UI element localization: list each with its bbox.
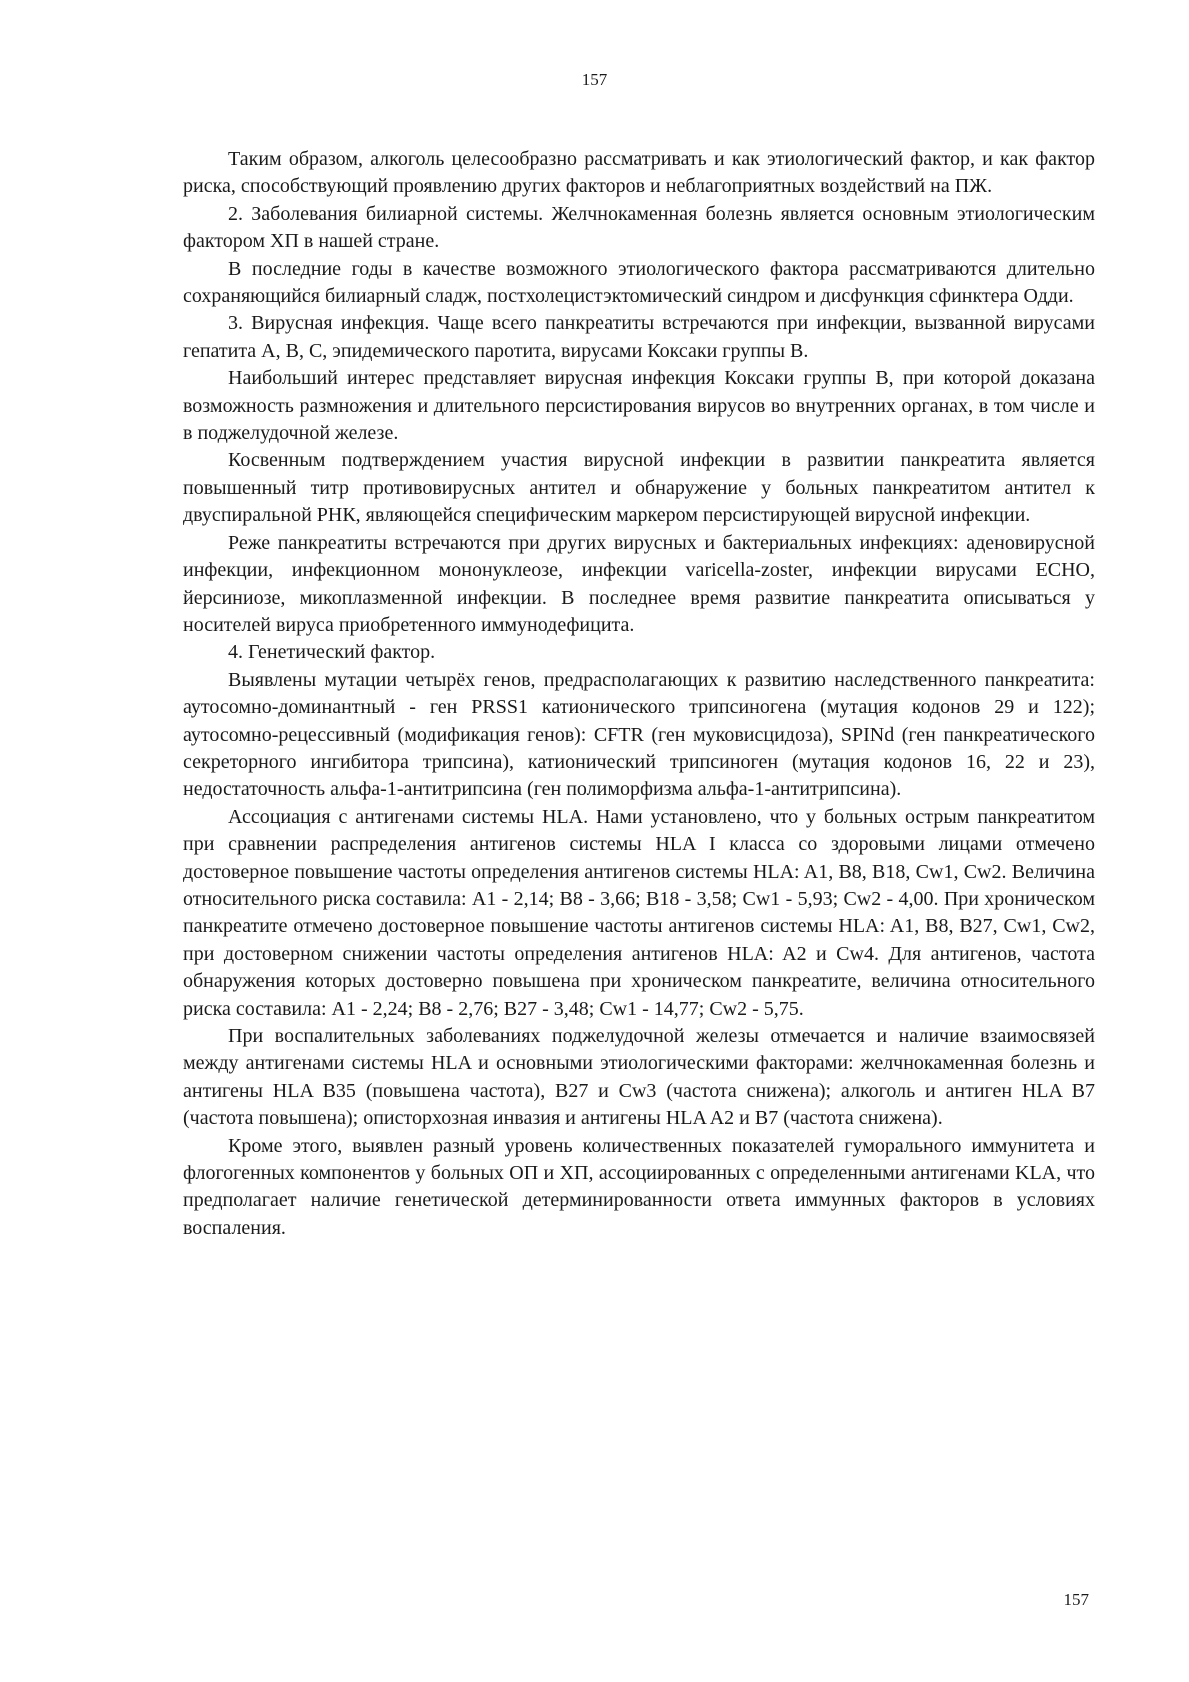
paragraph-hla-etiology: При воспалительных заболеваниях поджелудочной железы отмечается и наличие взаимосвязей между антигенами системы HLA и основными этиологическими факторами: желчнокаменная болезнь и антигены HLA B35 (повышена частота), B27 и Cw3 (частота снижена); алкоголь и антиген HLA B7 (частота повышена); описторхозная инвазия и антигены HLA A2 и B7 (частота снижена). <box>183 1025 1095 1130</box>
paragraph-hla-association: Ассоциация с антигенами системы HLA. Нами установлено, что у больных острым панкреатитом при сравнении распределения антигенов системы HLA I класса со здоровыми лицами отмечено достоверное повышение частоты определения антигенов системы HLA: A1, B8, B18, Cw1, Cw2. Величина относительного риска составила: A1 - 2,14; B8 - 3,66; B18 - 3,58; Cw1 - 5,93; Cw2 - 4,00. При хроническом панкреатите отмечено достоверное повышение частоты антигенов системы HLA: A1, B8, B27, Cw1, Cw2, при достоверном снижении частоты определения антигенов HLA: A2 и Cw4. Для антигенов, частота обнаружения которых достоверно повышена при хроническом панкреатите, величина относительного риска составила: A1 - 2,24; B8 - 2,76; B27 - 3,48; Cw1 - 14,77; Cw2 - 5,75. <box>183 805 1095 1020</box>
paragraph-viral-evidence: Косвенным подтверждением участия вирусной инфекции в развитии панкреатита является повышенный титр противовирусных антител и обнаружение у больных панкреатитом антител к двуспиральной РНК, являющейся специфическим маркером персистирующей вирусной инфекции. <box>183 449 1095 527</box>
document-body <box>183 146 1095 1242</box>
paragraph-coxsackie: Наибольший интерес представляет вирусная инфекция Коксаки группы В, при которой доказана возможность размножения и длительного персистирования вирусов во внутренних органах, в том числе и в поджелудочной железе. <box>183 367 1095 445</box>
paragraph-alcohol-conclusion: Таким образом, алкоголь целесообразно рассматривать и как этиологический фактор, и как фактор риска, способствующий проявлению других факторов и неблагоприятных воздействий на ПЖ. <box>183 148 1095 198</box>
paragraph-biliary-factors: В последние годы в качестве возможного этиологического фактора рассматриваются длительно сохраняющийся билиарный сладж, постхолецистэктомический синдром и дисфункция сфинктера Одди. <box>183 257 1095 308</box>
page-number-top: 157 <box>581 70 608 89</box>
page-number-bottom: 157 <box>1063 1590 1089 1609</box>
paragraph-biliary-disease: 2. Заболевания билиарной системы. Желчнокаменная болезнь является основным этиологическим фактором ХП в нашей стране. <box>183 202 1095 253</box>
paragraph-viral-infection: 3. Вирусная инфекция. Чаще всего панкреатиты встречаются при инфекции, вызванной вирусами гепатита А, В, С, эпидемического паротита, вирусами Коксаки группы В. <box>183 312 1095 362</box>
paragraph-gene-mutations: Выявлены мутации четырёх генов, предрасполагающих к развитию наследственного панкреатита: аутосомно-доминантный - ген PRSS1 катионического трипсиногена (мутация кодонов 29 и 122); аутосомно-рецессивный (модификация генов): CFTR (ген муковисцидоза), SPINd (ген панкреатического секреторного ингибитора трипсина), катионический трипсиноген (мутация кодонов 16, 22 и 23), недостаточность альфа-1-антитрипсина (ген полиморфизма альфа-1-антитрипсина). <box>183 668 1095 801</box>
paragraph-genetic-heading: 4. Генетический фактор. <box>228 641 436 664</box>
paragraph-immunity-levels: Кроме этого, выявлен разный уровень количественных показателей гуморального иммунитета и флогогенных компонентов у больных ОП и ХП, ассоциированных с определенными антигенами KLA, что предполагает наличие генетической детерминированности ответа иммунных факторов в условиях воспаления. <box>183 1134 1095 1239</box>
paragraph-other-infections: Реже панкреатиты встречаются при других вирусных и бактериальных инфекциях: аденовирусной инфекции, инфекционном мононуклеозе, инфекции varicella-zoster, инфекции вирусами ЕСНО, йерсиниозе, микоплазменной инфекции. В последнее время развитие панкреатита описываться у носителей вируса приобретенного иммунодефицита. <box>183 531 1095 636</box>
